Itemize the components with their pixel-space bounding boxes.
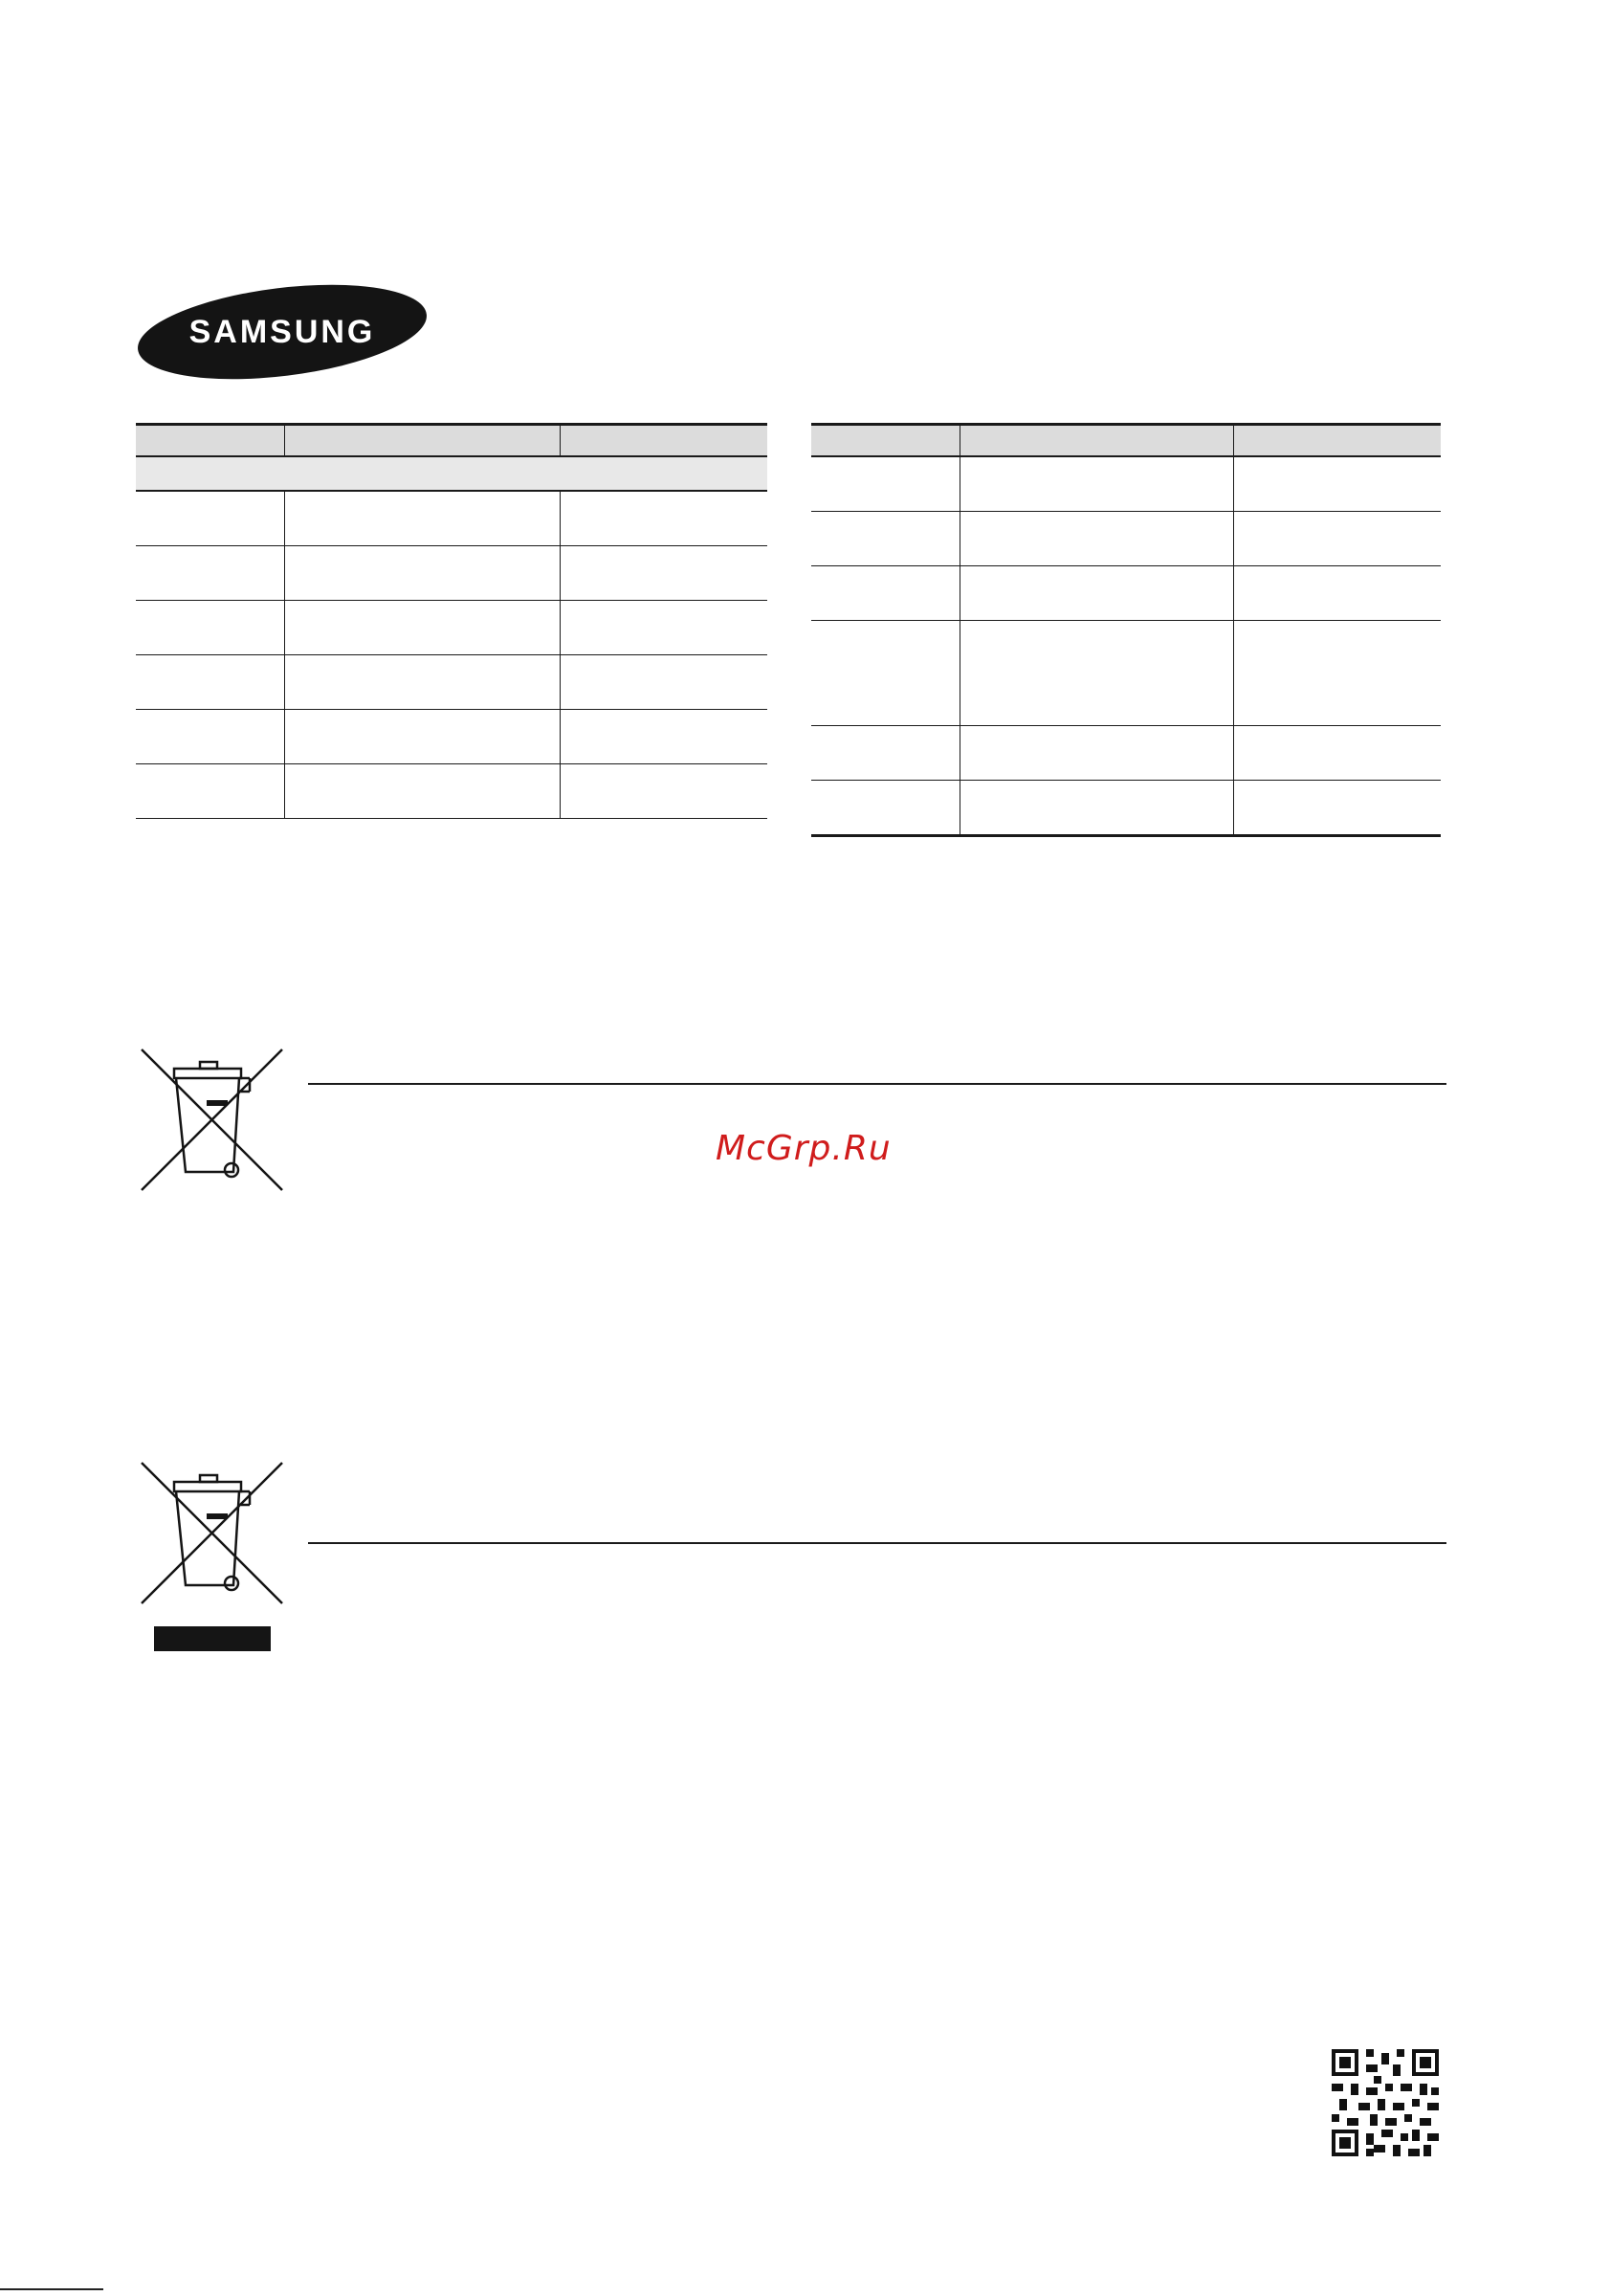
table-row <box>136 764 767 819</box>
header-cell <box>811 426 960 455</box>
table-cell <box>560 764 767 818</box>
right-spec-table <box>811 423 1441 844</box>
qr-code-icon <box>1332 2049 1439 2156</box>
table-cell <box>136 601 284 654</box>
table-row <box>811 726 1441 781</box>
table-cell <box>1233 457 1441 511</box>
table-row <box>136 710 767 764</box>
table-cell <box>560 546 767 600</box>
table-cell <box>811 781 960 834</box>
table-row <box>136 546 767 601</box>
table-cell <box>136 492 284 545</box>
header-cell <box>136 426 284 455</box>
table-cell <box>560 710 767 763</box>
table-cell <box>811 726 960 780</box>
table-cell <box>284 710 560 763</box>
table-cell <box>136 655 284 709</box>
table-cell <box>136 764 284 818</box>
table-row <box>811 457 1441 512</box>
crossed-out-wheelie-bin-icon <box>138 1046 286 1194</box>
table-row <box>136 492 767 546</box>
table-cell <box>136 710 284 763</box>
logo-wordmark: SAMSUNG <box>188 314 376 350</box>
table-cell <box>960 726 1233 780</box>
table-cell <box>960 457 1233 511</box>
table-cell <box>811 457 960 511</box>
table-cell <box>284 546 560 600</box>
table-cell <box>560 492 767 545</box>
table-cell <box>560 655 767 709</box>
table-row <box>811 512 1441 566</box>
header-cell <box>284 426 560 455</box>
table-cell <box>284 601 560 654</box>
crossed-out-wheelie-bin-icon <box>138 1459 286 1607</box>
table-cell <box>811 512 960 565</box>
table-header <box>136 423 767 457</box>
left-spec-table <box>136 423 767 825</box>
table-cell <box>1233 726 1441 780</box>
table-cell <box>811 566 960 620</box>
watermark-text: McGrp.Ru <box>716 1129 892 1168</box>
section-divider <box>308 1083 1446 1085</box>
samsung-logo <box>134 279 430 385</box>
table-cell <box>136 546 284 600</box>
table-cell <box>284 492 560 545</box>
table-cell <box>960 512 1233 565</box>
header-cell <box>1233 426 1441 455</box>
footer-rule <box>0 2288 103 2290</box>
header-cell <box>960 426 1233 455</box>
table-cell <box>960 621 1233 725</box>
section-divider <box>308 1542 1446 1544</box>
table-cell <box>284 764 560 818</box>
section-band <box>136 457 767 492</box>
header-cell <box>560 426 767 455</box>
table-row <box>136 655 767 710</box>
table-row <box>136 601 767 655</box>
table-row <box>811 621 1441 726</box>
table-cell <box>1233 621 1441 725</box>
table-cell <box>960 566 1233 620</box>
table-row <box>811 781 1441 837</box>
table-cell <box>1233 566 1441 620</box>
table-cell <box>560 601 767 654</box>
table-header <box>811 423 1441 457</box>
table-row <box>811 566 1441 621</box>
table-cell <box>1233 781 1441 834</box>
solid-bar-mark <box>154 1626 271 1651</box>
table-cell <box>811 621 960 725</box>
table-cell <box>1233 512 1441 565</box>
table-cell <box>960 781 1233 834</box>
table-cell <box>284 655 560 709</box>
